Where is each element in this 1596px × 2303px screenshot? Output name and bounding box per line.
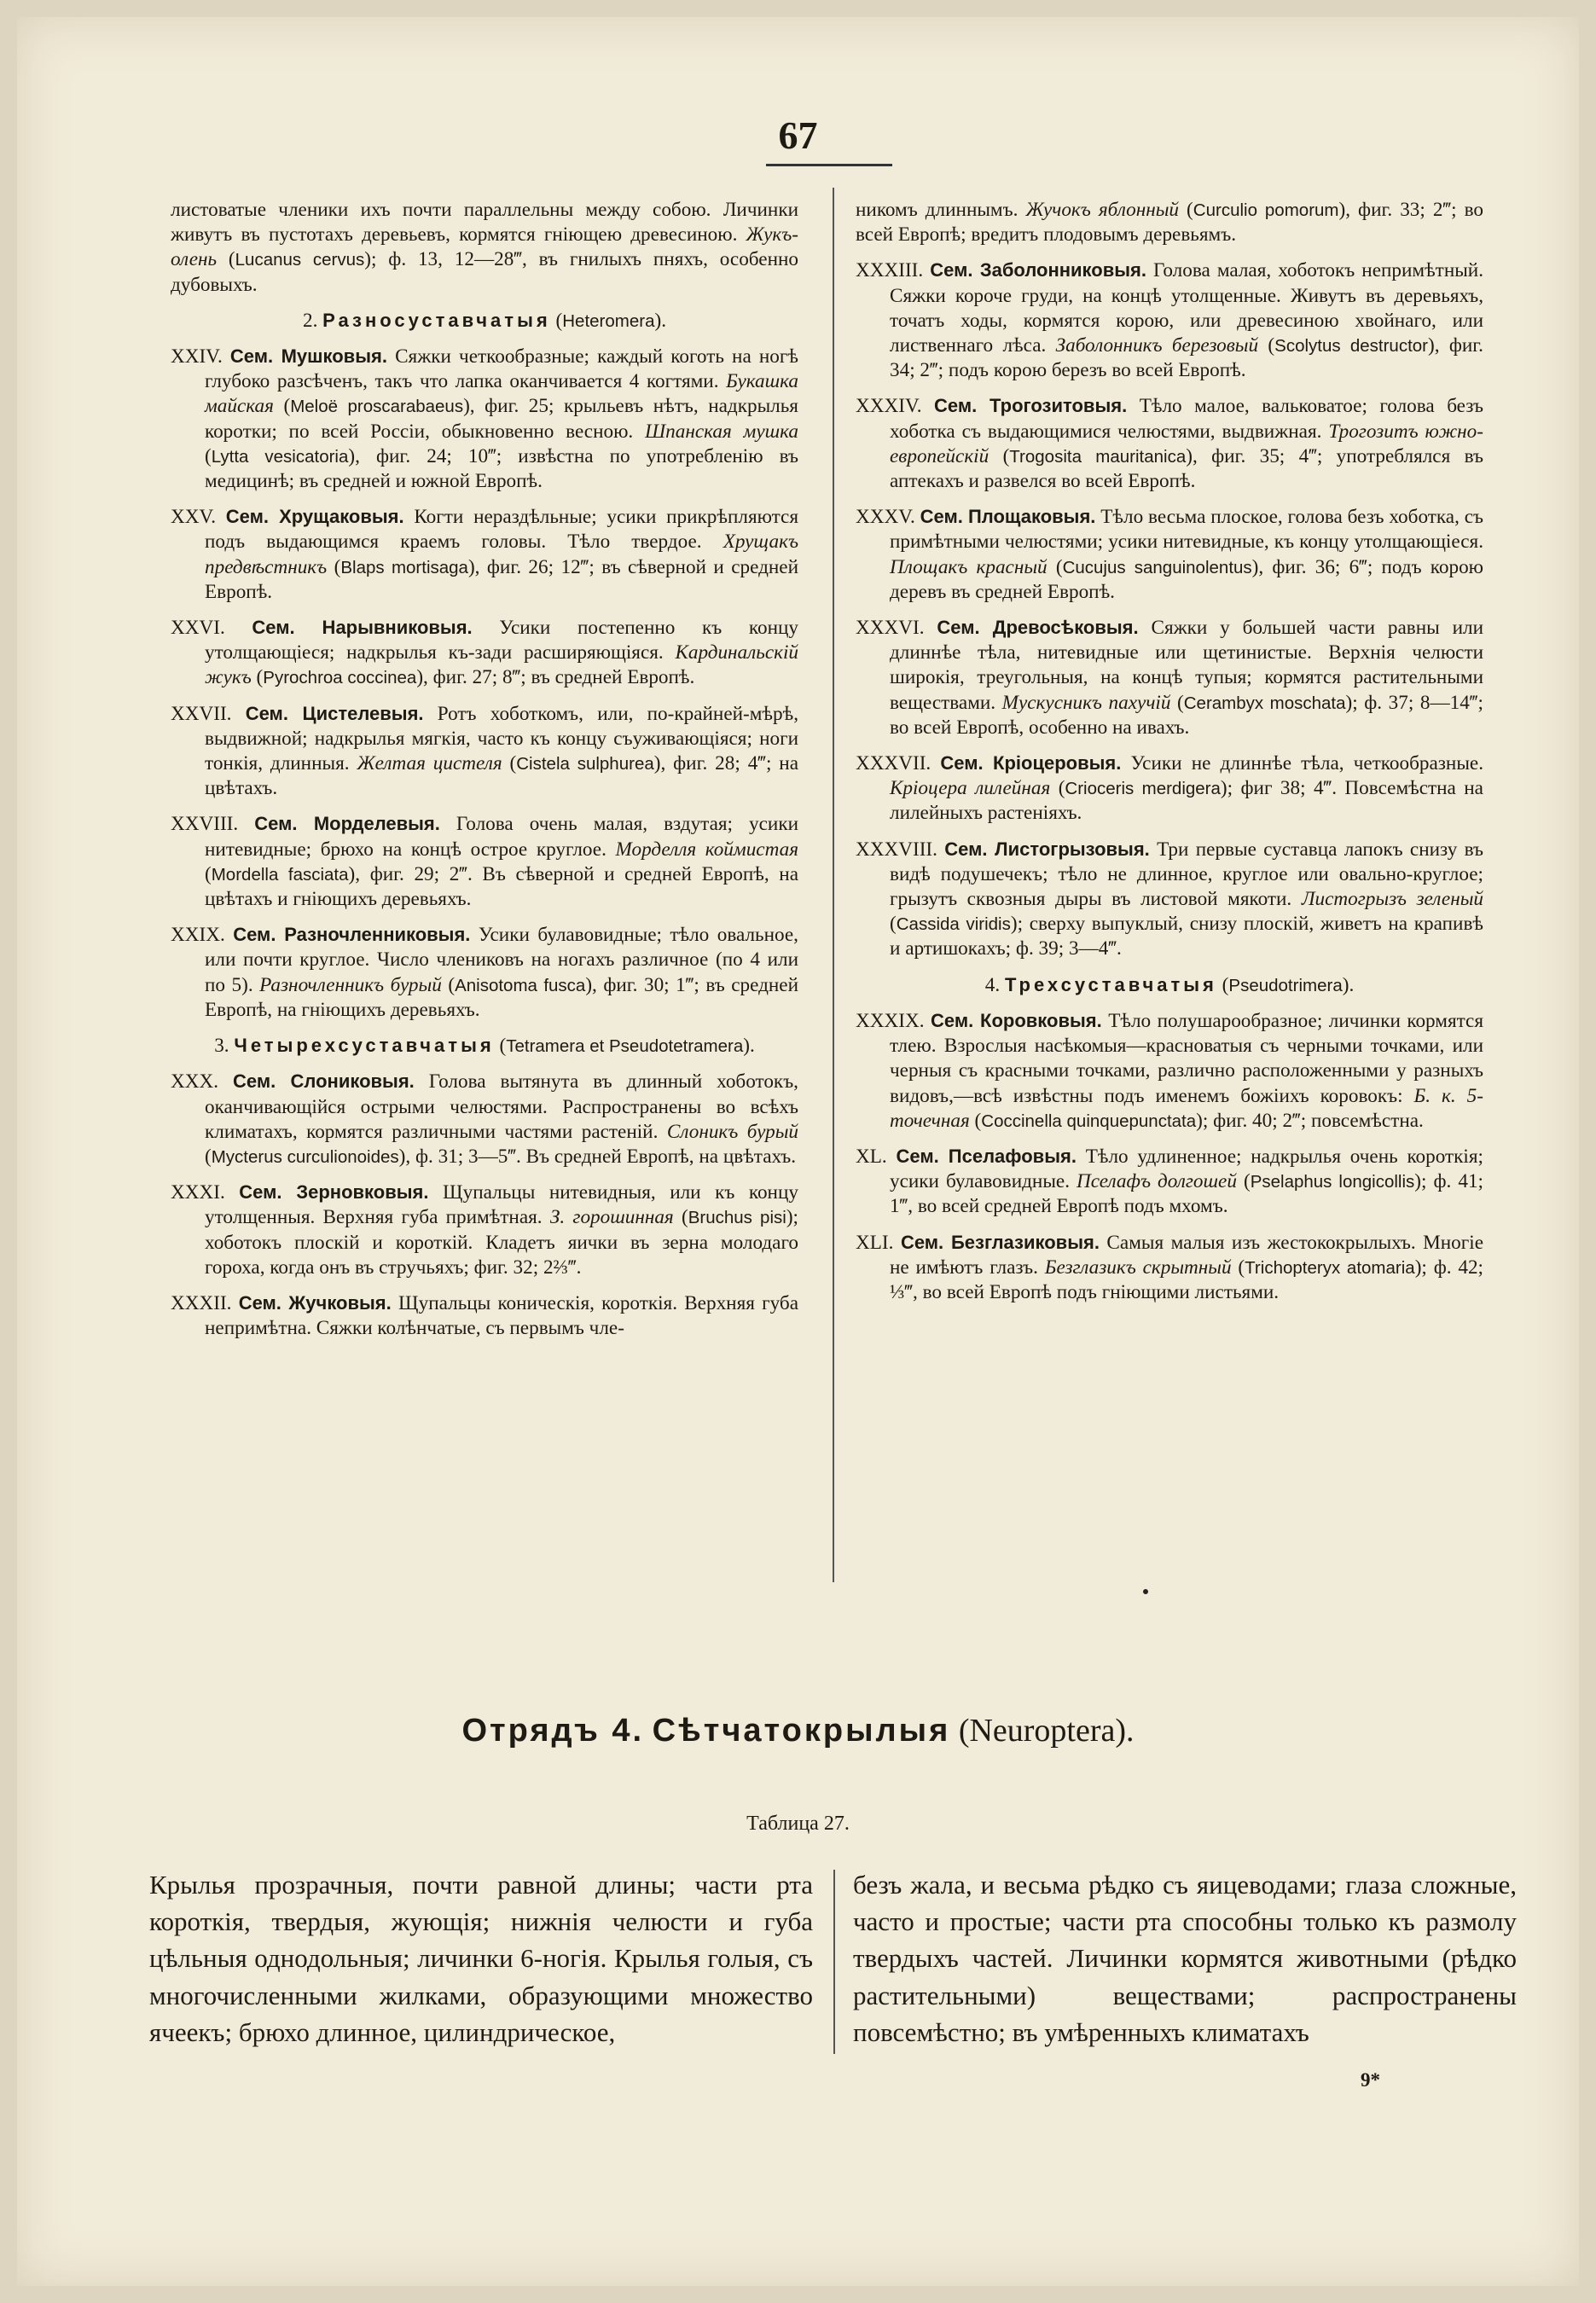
entry-text: ( xyxy=(251,666,264,689)
entry-text: Усики постепенно къ концу утолщающіеся; надкрылья къ-зади расширяющіяся. xyxy=(205,617,798,664)
family-name: Сем. Слониковыя. xyxy=(233,1070,415,1093)
entry-text: XXIX. xyxy=(171,924,234,947)
entry-text: XXX. xyxy=(171,1070,234,1093)
entry-text: ( xyxy=(205,444,212,467)
entry-text: листоватые членики ихъ почти параллельны между собою. Личинки живутъ въ пустотахъ деревьевъ, кормятся гніющею древесиною. xyxy=(171,199,798,247)
entry-text: ( xyxy=(969,1109,982,1132)
species-name: Листогрызъ зеленый xyxy=(1301,888,1483,911)
entry-text: Тѣло удлиненное; надкрылья очень короткія; усики булавовидные. xyxy=(890,1145,1483,1193)
latin-name: Anisotoma fusca xyxy=(455,975,586,995)
family-name: Сем. Морделевыя. xyxy=(254,813,440,835)
entry-text: XXXV. xyxy=(856,506,920,529)
continued-paragraph xyxy=(856,198,1483,247)
latin-name: Meloë proscarabaeus xyxy=(290,397,464,417)
entry-text: 3. xyxy=(214,1035,235,1058)
entry-text: ); фиг 38; 4‴. Повсемѣстна на лилейныхъ растеніяхъ. xyxy=(890,777,1483,825)
latin-name: Pselaphus longicollis xyxy=(1250,1172,1415,1192)
latin-name: Cerambyx moschata xyxy=(1183,693,1346,713)
entry-text: ( xyxy=(1236,1170,1251,1193)
latin-name: Lucanus cervus xyxy=(235,250,365,270)
entry-text: ); хоботокъ плоскій и короткій. Кладетъ яички въ зерна молодаго гороха, когда онъ въ стручьяхъ; фиг. 32; 2⅔‴. xyxy=(205,1206,798,1279)
entry-text: ). xyxy=(1342,973,1355,996)
entry-text: XXIV. xyxy=(171,345,230,368)
entry-text: ( xyxy=(1170,691,1184,714)
species-name: Морделля коймистая xyxy=(615,838,798,861)
entry-text: ); ф. 37; 8—14‴; во всей Европѣ, особенно на ивахъ. xyxy=(890,691,1483,739)
latin-name: Mycterus curculionoides xyxy=(211,1146,399,1167)
entry-text: ), фиг. 28; 4‴; на цвѣтахъ. xyxy=(205,752,798,800)
entry-text: ), фиг. 30; 1‴; въ средней Европѣ, на гніющихъ деревьяхъ. xyxy=(205,973,798,1021)
entry-text: 2. xyxy=(302,309,323,332)
entry-text: ( xyxy=(441,973,456,996)
family-name: Сем. Древосѣковыя. xyxy=(937,617,1139,639)
latin-name: Bruchus pisi xyxy=(688,1208,786,1228)
entry-text: Голова малая, хоботокъ непримѣтный. Сяжки короче груди, на концѣ утолщенные. Живутъ въ деревьяхъ, точатъ ходы, кормятся корою, или древесиною хвойнаго, или лиственнаго лѣса. xyxy=(890,259,1484,357)
section-title: Четырехсуставчатыя xyxy=(234,1035,495,1057)
intro-text-right: безъ жала, и весьма рѣдко съ яицеводами; глаза сложные, часто и простые; части рта способны только къ размолу твердыхъ частей. Личинки кормятся животными (рѣдко растительными) веществами; распространены повсемѣстно; въ умѣренныхъ климатахъ xyxy=(853,1870,1517,2047)
intro-text-left: Крылья прозрачныя, почти равной длины; части рта короткія, твердыя, жующія; нижнія челюсти и губа цѣльныя однодольныя; личинки 6-ногія. Крылья голыя, съ многочисленными жилками, образующими множество ячеекъ; брюхо длинное, цилиндрическое, xyxy=(149,1870,813,2047)
latin-name: Crioceris merdigera xyxy=(1065,779,1221,799)
order-latin: (Neuroptera). xyxy=(958,1713,1135,1749)
family-name: Сем. Листогрызовыя. xyxy=(944,838,1150,860)
book-page xyxy=(17,17,1579,2286)
species-name: Кріоцера лилейная xyxy=(890,777,1051,800)
family-entry xyxy=(171,1180,798,1280)
entry-text: Сяжки четкообразные; каждый коготь на ногѣ глубоко разсѣченъ, такъ что лапка оканчивается 4 когтями. xyxy=(205,345,799,393)
entry-text: ( xyxy=(550,309,563,332)
family-name: Сем. Разночленниковыя. xyxy=(233,924,471,946)
family-entry xyxy=(171,344,798,494)
family-entry xyxy=(171,615,798,691)
entry-text: Три первые суставца лапокъ снизу въ видѣ подушечекъ; тѣло не длинное, круглое или овально-круглое; грызутъ сквозныя дыры въ листовой мякоти. xyxy=(890,838,1483,911)
latin-name: Lytta vesicatoria xyxy=(211,446,349,467)
family-name: Сем. Кріоцеровыя. xyxy=(940,752,1122,774)
entry-text: Голова вытянута въ длинный хоботокъ, оканчивающійся острыми челюстями. Распространены во всѣхъ климатахъ, кормятся различными частями растеній. xyxy=(205,1070,798,1143)
entry-text: Усики булавовидные; тѣло овальное, или почти круглое. Число члениковъ на ногахъ различное (по 4 или по 5). xyxy=(205,924,798,996)
entry-text: ( xyxy=(205,862,212,885)
family-name: Сем. Мушковыя. xyxy=(229,345,387,368)
entry-text: Когти нераздѣльные; усики прикрѣпляются подъ выдающимся краемъ головы. Тѣло твердое. xyxy=(205,506,798,554)
species-name: Слоникъ бурый xyxy=(666,1120,798,1143)
species-name: Заболонникъ березовый xyxy=(1055,334,1259,357)
family-name: Сем. Жучковыя. xyxy=(238,1291,392,1314)
latin-name: Coccinella quinquepunctata xyxy=(981,1111,1197,1131)
entry-text: ), фиг. 27; 8‴; въ средней Европѣ. xyxy=(416,666,695,689)
species-name: Пселафъ долгошей xyxy=(1077,1170,1237,1193)
section-heading xyxy=(171,1033,798,1059)
entry-text: ), ф. 31; 3—5‴. Въ средней Европѣ, на цвѣтахъ. xyxy=(398,1145,796,1168)
section-title: Разносуставчатыя xyxy=(322,309,551,331)
order-heading xyxy=(17,1712,1579,1749)
entry-text: никомъ длиннымъ. xyxy=(856,199,1026,221)
section-heading xyxy=(856,972,1483,998)
section-title: Трехсуставчатыя xyxy=(1004,973,1217,995)
family-entry xyxy=(171,1069,798,1169)
entry-text: ( xyxy=(1047,555,1063,578)
entry-text: Щупальцы нитевидныя, или къ концу утолщенныя. Верхняя губа примѣтная. xyxy=(205,1181,798,1229)
entry-text: XLI. xyxy=(856,1231,901,1254)
entry-text: XXVIII. xyxy=(171,813,255,836)
entry-text: ), фиг. 34; 2‴; подъ корою березъ во всей Европѣ. xyxy=(890,334,1483,382)
signature-mark: 9* xyxy=(1361,2069,1380,2091)
species-name: Мускусникъ пахучій xyxy=(1001,691,1171,714)
entry-text: Щупальцы коническія, короткія. Верхняя губа непримѣтна. Сяжки колѣнчатые, съ первымъ чле- xyxy=(205,1291,798,1340)
family-name: Сем. Нарывниковыя. xyxy=(252,617,473,639)
entry-text: XXXIV. xyxy=(856,395,935,418)
right-column xyxy=(856,198,1483,1315)
entry-text: ( xyxy=(1179,199,1193,221)
entry-text: XXV. xyxy=(171,506,226,529)
latin-name: Mordella fasciata xyxy=(211,864,349,885)
entry-text: ( xyxy=(673,1206,688,1229)
entry-text: ( xyxy=(205,1145,212,1168)
family-name: Сем. Цистелевыя. xyxy=(245,702,424,724)
entry-text: XXXVIII. xyxy=(856,838,945,861)
family-name: Сем. Зерновковыя. xyxy=(239,1181,429,1204)
latin-name: Pyrochroa coccinea xyxy=(263,668,417,688)
entry-text: ), фиг. 24; 10‴; извѣстна по употребленію въ медицинѣ; въ средней и южной Европѣ. xyxy=(205,444,798,493)
entry-text: ); сверху выпуклый, снизу плоскій, живетъ на крапивѣ и артишокахъ; ф. 39; 3—4‴. xyxy=(890,913,1483,960)
left-column xyxy=(171,198,798,1351)
family-entry xyxy=(856,504,1483,605)
entry-text: ( xyxy=(890,913,897,936)
entry-text: XL. xyxy=(856,1145,897,1168)
family-entry xyxy=(171,504,798,605)
entry-text: ), фиг. 26; 12‴; въ сѣверной и средней Европѣ. xyxy=(205,555,798,603)
entry-text: XXXI. xyxy=(171,1181,240,1204)
species-name: Разночленникъ бурый xyxy=(259,973,442,996)
family-entry xyxy=(856,258,1483,383)
family-entry xyxy=(856,1008,1483,1134)
species-name: Б. к. 5-точечная xyxy=(890,1084,1483,1132)
entry-text: ). xyxy=(654,309,667,332)
family-name: Сем. Площаковыя. xyxy=(920,506,1096,528)
entry-text: ( xyxy=(1216,973,1229,996)
page-number-rule xyxy=(766,164,892,166)
entry-text: Ротъ хоботкомъ, или, по-крайней-мѣрѣ, выдвижной; надкрылья мягкія, часто къ концу съуживающіяся; ноги тонкія, длинныя. xyxy=(205,702,798,775)
entry-text: Сяжки у большей части равны или длиннѣе тѣла, нитевидные или щетинистые. Верхнія челюсти широкія, треугольныя, на концѣ тупыя; кормятся растительными веществами. xyxy=(890,617,1483,714)
species-name: Безглазикъ скрытный xyxy=(1044,1256,1232,1279)
entry-text: ), фиг. 25; крыльевъ нѣтъ, надкрылья коротки; по всей Россіи, обыкновенно весною. xyxy=(205,395,798,443)
entry-text: ( xyxy=(1258,334,1275,357)
page-number: 67 xyxy=(778,113,818,157)
family-entry xyxy=(171,811,798,912)
table-label: Таблица 27. xyxy=(746,1813,850,1835)
entry-text: Тѣло весьма плоское, голова безъ хоботка, съ примѣтными челюстями; усики нитевидные, къ концу утолщающіеся. xyxy=(890,506,1483,554)
entry-text: XXXVII. xyxy=(856,752,941,775)
entry-text: XXXIX. xyxy=(856,1009,931,1032)
latin-name: Cistela sulphurea xyxy=(516,754,654,774)
entry-text: Тѣло малое, вальковатое; голова безъ хоботка съ выдающимися челюстями, выдвижная. xyxy=(890,395,1484,443)
entry-text: 4. xyxy=(984,973,1005,996)
continued-paragraph xyxy=(171,198,798,298)
family-entry xyxy=(171,1291,798,1341)
entry-text: XXVII. xyxy=(171,702,246,725)
entry-text: XXVI. xyxy=(171,617,252,640)
entry-text: ); ф. 41; 1‴, во всей средней Европѣ подъ мхомъ. xyxy=(890,1170,1483,1218)
column-divider xyxy=(833,188,834,1582)
entry-text: Самыя малыя изъ жестококрылыхъ. Многіе не имѣютъ глазъ. xyxy=(890,1231,1484,1279)
species-name: Кардинальскій жукъ xyxy=(205,641,798,689)
family-name: Сем. Хрущаковыя. xyxy=(225,506,404,528)
species-name: Букашка майская xyxy=(205,370,798,418)
family-entry xyxy=(171,701,798,802)
family-name: Сем. Коровковыя. xyxy=(931,1009,1102,1031)
species-name: З. горошинная xyxy=(549,1206,674,1229)
entry-text: Усики не длиннѣе тѣла, четкообразные. xyxy=(1121,752,1483,775)
family-name: Сем. Трогозитовыя. xyxy=(934,395,1128,417)
latin-name: Scolytus destructor xyxy=(1274,336,1428,357)
family-name: Сем. Заболонниковыя. xyxy=(930,259,1146,281)
entry-text: ( xyxy=(217,248,235,271)
latin-name: Trichopteryx atomaria xyxy=(1245,1257,1415,1278)
species-name: Хрущакъ предвѣстникъ xyxy=(205,531,798,578)
species-name: Шпанская мушка xyxy=(644,420,798,443)
latin-name: Pseudotrimera xyxy=(1228,975,1343,995)
print-mark xyxy=(1143,1589,1148,1594)
entry-text: ). xyxy=(743,1035,755,1058)
latin-name: Cucujus sanguinolentus xyxy=(1062,557,1252,577)
entry-text: XXXVI. xyxy=(856,617,937,640)
entry-text: ( xyxy=(1231,1256,1245,1279)
entry-text: ( xyxy=(494,1035,507,1058)
entry-text: ( xyxy=(327,555,341,578)
family-entry xyxy=(856,1230,1483,1306)
entry-text: ( xyxy=(502,752,517,775)
entry-text: ), фиг. 29; 2‴. Въ сѣверной и средней Европѣ, на цвѣтахъ и гніющихъ деревьяхъ. xyxy=(205,862,798,911)
family-entry xyxy=(171,922,798,1023)
species-name: Площакъ красный xyxy=(890,555,1048,578)
species-name: Желтая цистеля xyxy=(357,752,502,775)
entry-text: Тѣло полушарообразное; личинки кормятся тлею. Взрослыя насѣкомыя—красноватыя съ черными точками, или черныя съ красными точками, различно расположенными у разныхъ видовъ,—всѣ извѣстны подъ именемъ божіихъ коровокъ: xyxy=(890,1009,1484,1107)
latin-name: Cassida viridis xyxy=(896,914,1011,935)
entry-text: XXXIII. xyxy=(856,259,931,282)
entry-text: ); ф. 42; ⅓‴, во всей Европѣ подъ гніющими листьями. xyxy=(890,1256,1484,1303)
species-name: Трогозитъ южно-европейскій xyxy=(890,420,1483,467)
latin-name: Curculio pomorum xyxy=(1193,200,1339,220)
order-prefix: Отрядъ 4. xyxy=(461,1713,645,1749)
entry-text: ); ф. 13, 12—28‴, въ гнилыхъ пняхъ, особенно дубовыхъ. xyxy=(171,248,798,296)
section-heading xyxy=(171,308,798,334)
entry-text: ); фиг. 40; 2‴; повсемѣстна. xyxy=(1196,1109,1424,1132)
entry-text: ), фиг. 36; 6‴; подъ корою деревъ въ средней Европѣ. xyxy=(890,555,1483,603)
species-name: Жучокъ яблонный xyxy=(1025,199,1180,221)
entry-text: ), фиг. 35; 4‴; употреблялся въ аптекахъ и развелся во всей Европѣ. xyxy=(890,444,1483,493)
entry-text: ( xyxy=(989,444,1010,467)
family-entry xyxy=(856,615,1483,740)
entry-text: XXXII. xyxy=(171,1291,239,1314)
family-entry xyxy=(856,751,1483,827)
family-entry xyxy=(856,393,1483,494)
entry-text: ), фиг. 33; 2‴; во всей Европѣ; вредитъ плодовымъ деревьямъ. xyxy=(856,199,1483,247)
latin-name: Tetramera et Pseudotetramera xyxy=(506,1036,744,1057)
latin-name: Trogosita mauritanica xyxy=(1009,446,1187,467)
entry-text: ( xyxy=(1050,777,1065,800)
entry-text: Голова очень малая, вздутая; усики нитевидные; брюхо на концѣ острое круглое. xyxy=(205,813,798,861)
family-entry xyxy=(856,837,1483,962)
family-name: Сем. Безглазиковыя. xyxy=(900,1231,1100,1253)
latin-name: Blaps mortisaga xyxy=(340,557,468,577)
entry-text: ( xyxy=(273,395,291,418)
bottom-column-divider xyxy=(833,1870,835,2054)
latin-name: Heteromera xyxy=(562,310,655,331)
family-name: Сем. Пселафовыя. xyxy=(896,1145,1077,1167)
order-title: Сѣтчатокрылыя xyxy=(652,1713,951,1749)
family-entry xyxy=(856,1144,1483,1220)
species-name: Жукъ-олень xyxy=(171,223,798,271)
